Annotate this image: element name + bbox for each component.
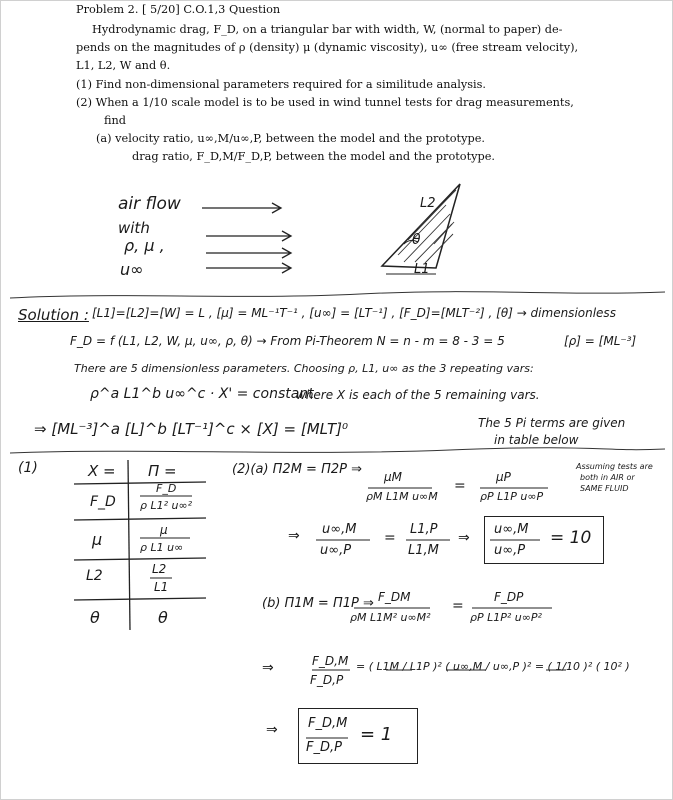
table-row-x: μ [92, 530, 103, 549]
part2a-assume-1: Assuming tests are [576, 462, 653, 471]
part2a-equals: = [454, 478, 466, 494]
solution-where: where X is each of the 5 remaining vars. [296, 388, 540, 402]
table-row-x: θ [90, 608, 100, 627]
problem-title: Problem 2. [ 5/20] C.O.1,3 Question [76, 3, 281, 16]
table-part-label: (1) [18, 460, 38, 476]
part2a-rhs-den: ρP L1P u∞P [480, 490, 544, 503]
part2b-label: (b) Π1M = Π1P ⇒ [262, 596, 374, 611]
table-row-pi-den: ρ L1 u∞ [140, 541, 184, 554]
solution-constant: ρ^a L1^b u∞^c · X' = constant [90, 386, 314, 402]
table-head-x: X = [88, 462, 116, 480]
table-row-pi-num: μ [160, 523, 168, 537]
problem-sub-b: drag ratio, F_D,M/F_D,P, between the model and the prototype. [132, 150, 496, 163]
part2a-length-num: L1,P [410, 522, 438, 537]
problem-line-3: L1, L2, W and θ. [76, 59, 171, 72]
part2b-ratio-num: F_D,M [312, 654, 349, 668]
sketch-label-theta: θ [412, 232, 421, 248]
solution-function: F_D = f (L1, L2, W, μ, u∞, ρ, θ) → From Pi-Theorem N = n - m = 8 - 3 = 5 [70, 334, 505, 348]
flow-label-velocity: u∞ [120, 260, 144, 279]
table-row-pi-num: F_D [156, 482, 177, 495]
part2b-ratio-den: F_D,P [310, 673, 344, 687]
problem-sub-a: (a) velocity ratio, u∞,M/u∞,P, between the model and the prototype. [96, 132, 485, 145]
solution-dimensions: [L1]=[L2]=[W] = L , [μ] = ML⁻¹T⁻¹ , [u∞] = [LT⁻¹] , [F_D]=[MLT⁻²] , [θ] → dimensionless [92, 306, 616, 320]
part2b-equals: = [452, 598, 464, 614]
part2a-label: (2)(a) Π2M = Π2P ⇒ [232, 462, 362, 477]
problem-item-1: (1) Find non-dimensional parameters required for a similitude analysis. [76, 78, 487, 91]
part2a-assume-3: SAME FLUID [580, 484, 629, 493]
solution-dimension-equation: ⇒ [ML⁻³]^a [L]^b [LT⁻¹]^c × [X] = [MLT]⁰ [34, 420, 349, 438]
problem-line-2: pends on the magnitudes of ρ (density) μ (dynamic viscosity), u∞ (free stream velocity), [76, 41, 579, 54]
part2a-lhs-num: μM [384, 470, 402, 484]
separator-2 [10, 448, 665, 453]
problem-line-1: Hydrodynamic drag, F_D, on a triangular bar with width, W, (normal to paper) de- [92, 23, 563, 36]
part2b-final-num: F_D,M [308, 716, 348, 731]
solution-label: Solution : [18, 306, 89, 324]
sketch-label-l1: L1 [414, 262, 430, 277]
part2b-rhs-den: ρP L1P² u∞P² [470, 611, 542, 624]
table-head-pi: Π = [148, 462, 177, 480]
implies-arrow: ⇒ [262, 660, 274, 676]
solution-note-2: in table below [494, 433, 579, 447]
part2a-length-den: L1,M [408, 543, 439, 558]
part2b-final-den: F_D,P [306, 740, 342, 755]
part2b-rhs-num: F_DP [494, 590, 524, 604]
part2a-assume-2: both in AIR or [580, 473, 635, 482]
solution-note-1: The 5 Pi terms are given [478, 416, 626, 430]
part2b-expression: = ( L1M / L1P )² ( u∞,M / u∞,P )² = ( 1/10 )² ( 10² ) [356, 660, 630, 673]
implies-arrow: ⇒ [266, 722, 278, 738]
part2a-result-den: u∞,P [494, 543, 526, 558]
sketch-label-l2: L2 [420, 196, 436, 211]
table-row-x: F_D [90, 494, 116, 510]
separator-1 [10, 292, 665, 298]
part2a-ratio-den: u∞,P [320, 543, 352, 558]
table-row-pi-num: L2 [152, 562, 167, 576]
table-row-x: L2 [86, 568, 103, 584]
flow-label-air-flow: air flow [118, 194, 181, 214]
part2b-lhs-den: ρM L1M² u∞M² [350, 611, 431, 624]
implies-arrow: ⇒ [288, 528, 300, 544]
part2a-ratio-num: u∞,M [322, 522, 357, 537]
solution-rho-dimension: [ρ] = [ML⁻³] [564, 334, 637, 348]
part2a-equals-2: = [384, 530, 396, 546]
table-row-pi-den: ρ L1² u∞² [140, 499, 193, 512]
flow-label-with: with [118, 219, 150, 237]
part2a-result-num: u∞,M [494, 522, 529, 537]
part2a-rhs-num: μP [496, 470, 511, 484]
flow-label-props: ρ, μ , [124, 236, 165, 255]
table-row-pi-num: θ [158, 608, 168, 627]
table-row-pi-den: L1 [154, 580, 169, 594]
implies-arrow: ⇒ [458, 530, 470, 546]
flow-arrows [202, 203, 291, 273]
problem-item-2: (2) When a 1/10 scale model is to be used in wind tunnel tests for drag measurements, [76, 96, 574, 109]
part2b-lhs-num: F_DM [378, 590, 411, 604]
problem-item-2-find: find [104, 114, 127, 127]
part2a-lhs-den: ρM L1M u∞M [366, 490, 438, 503]
solution-groups: There are 5 dimensionless parameters. Choosing ρ, L1, u∞ as the 3 repeating vars: [74, 362, 534, 375]
part2b-final-value: = 1 [360, 724, 393, 745]
part2a-result-value: = 10 [550, 528, 592, 548]
